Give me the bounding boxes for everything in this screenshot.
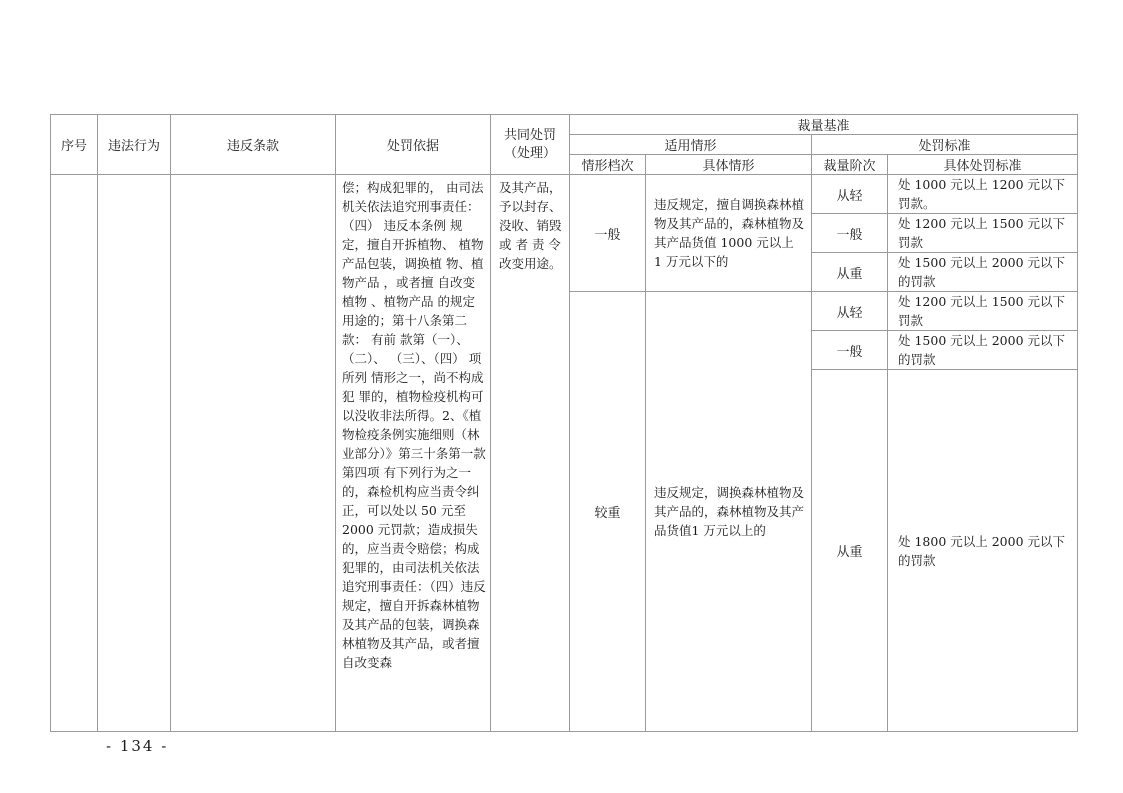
header-violated-clause: 违反条款 bbox=[171, 115, 336, 175]
standard-text: 处 1800 元以上 2000 元以下 的罚款 bbox=[888, 370, 1078, 732]
tier-lenient: 从轻 bbox=[812, 175, 888, 214]
header-specific-standard: 具体处罚标准 bbox=[888, 155, 1078, 175]
standard-text: 处 1200 元以上 1500 元以下 罚款 bbox=[888, 292, 1078, 331]
page-number: - 134 - bbox=[106, 737, 169, 755]
standard-text: 处 1500 元以上 2000 元以下 的罚款 bbox=[888, 253, 1078, 292]
standard-text: 处 1500 元以上 2000 元以下 的罚款 bbox=[888, 331, 1078, 370]
circumstance-level-serious: 较重 bbox=[570, 292, 646, 732]
header-circumstance-level: 情形档次 bbox=[570, 155, 646, 175]
header-discretion-level: 裁量阶次 bbox=[812, 155, 888, 175]
header-illegal-act: 违法行为 bbox=[98, 115, 171, 175]
common-penalty-text: 及其产品，予以封存、没收、销毁或 者 责 令改变用途。 bbox=[491, 175, 570, 732]
tier-general: 一般 bbox=[812, 331, 888, 370]
header-specific-circumstance: 具体情形 bbox=[646, 155, 812, 175]
circumstance-level-general: 一般 bbox=[570, 175, 646, 292]
circumstance-general-text: 违反规定，擅自调换森林植物及其产品的，森林植物及其产品货值 1000 元以上 1 万元以下的 bbox=[646, 175, 812, 292]
header-penalty-standard: 处罚标准 bbox=[812, 135, 1078, 155]
standard-text: 处 1000 元以上 1200 元以下 罚款。 bbox=[888, 175, 1078, 214]
header-common-penalty: 共同处罚（处理） bbox=[491, 115, 570, 175]
header-applicable-circumstances: 适用情形 bbox=[570, 135, 812, 155]
row-seq-cell bbox=[51, 175, 98, 732]
header-penalty-basis: 处罚依据 bbox=[336, 115, 491, 175]
penalty-basis-text: 偿；构成犯罪的， 由司法机关依法追究刑事责任：（四） 违反本条例 规定，擅自开拆植物、 植物产品包装，调换植 物、植物产品 ，或者擅 自改变植物 、植物产品 的规定用途的；第十八条第二款： 有前 款第（一）、（二）、 （三）、（四） 项所列 情形之一，尚不构成犯 罪的，植物检疫机构可 以没收非法所得。2、《植物检疫条例实施细则（林业部分）》第三十条第一款第四项 有下列行为之一的，森检机构应当责令纠正，可以处以 50 元至 2000 元罚款；造成损失的，应当责令赔偿；构成犯罪的，由司法机关依法追究刑事责任：（四）违反规定，擅自开拆森林植物及其产品的包装，调换森林植物及其产品，或者擅自改变森 bbox=[336, 175, 491, 732]
row-illegal-act-cell bbox=[98, 175, 171, 732]
row-violated-clause-cell bbox=[171, 175, 336, 732]
header-seq: 序号 bbox=[51, 115, 98, 175]
header-discretion-benchmark: 裁量基准 bbox=[570, 115, 1078, 135]
tier-severe: 从重 bbox=[812, 253, 888, 292]
tier-lenient: 从轻 bbox=[812, 292, 888, 331]
tier-severe: 从重 bbox=[812, 370, 888, 732]
tier-general: 一般 bbox=[812, 214, 888, 253]
standard-text: 处 1200 元以上 1500 元以下 罚款 bbox=[888, 214, 1078, 253]
circumstance-serious-text: 违反规定，调换森林植物及其产品的，森林植物及其产品货值1 万元以上的 bbox=[646, 292, 812, 732]
discretion-table bbox=[50, 114, 1078, 732]
